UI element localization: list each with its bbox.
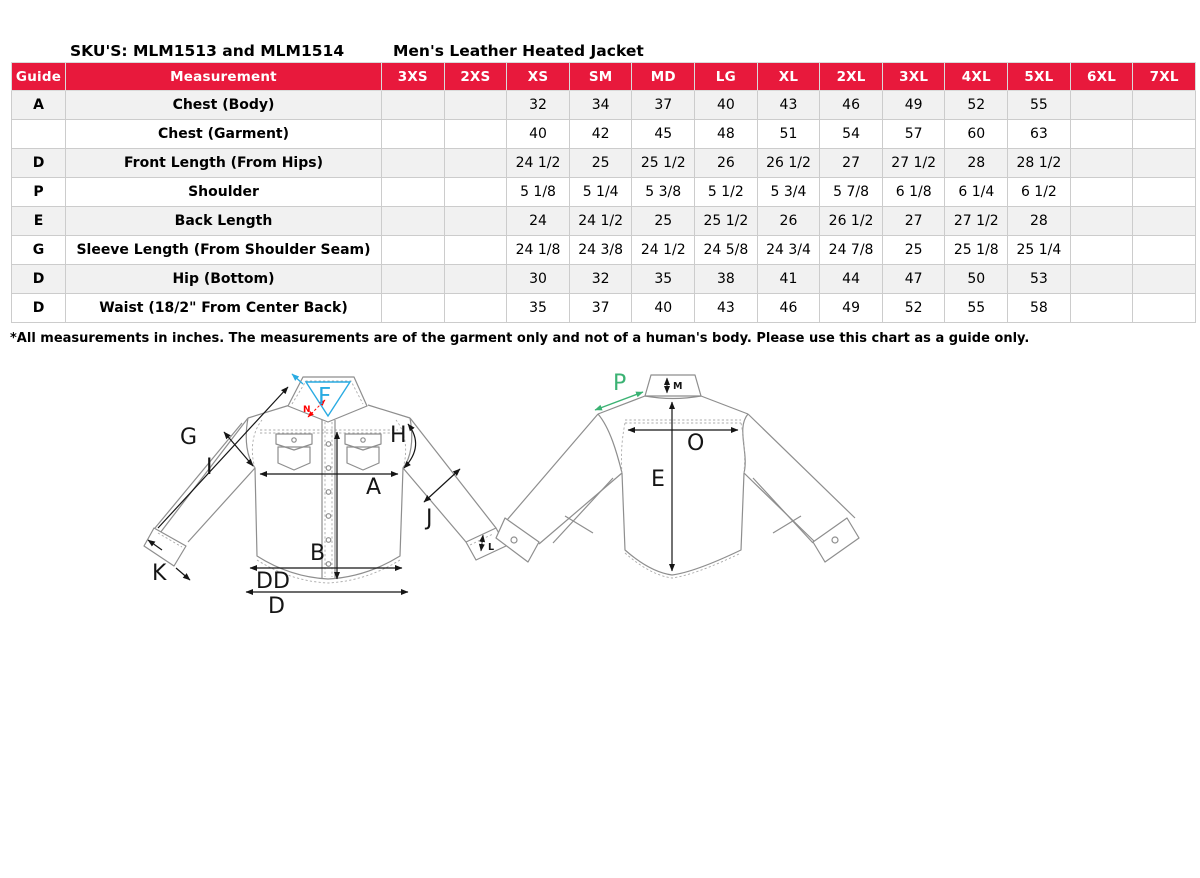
value-cell: 5 7/8	[820, 178, 883, 207]
value-cell	[1133, 236, 1196, 265]
value-cell: 52	[882, 294, 945, 323]
front-label-dd: DD	[256, 569, 290, 594]
value-cell	[1133, 91, 1196, 120]
front-label-d: D	[268, 594, 285, 619]
value-cell: 6 1/2	[1008, 178, 1071, 207]
value-cell: 25 1/4	[1008, 236, 1071, 265]
value-cell	[1133, 120, 1196, 149]
value-cell	[1133, 294, 1196, 323]
front-label-k: K	[152, 561, 167, 586]
value-cell: 58	[1008, 294, 1071, 323]
value-cell: 6 1/4	[945, 178, 1008, 207]
measurement-cell: Chest (Garment)	[66, 120, 382, 149]
measurement-cell: Back Length	[66, 207, 382, 236]
value-cell: 43	[695, 294, 758, 323]
value-cell: 25 1/2	[632, 149, 695, 178]
value-cell: 57	[882, 120, 945, 149]
column-header: 3XL	[882, 63, 945, 91]
value-cell	[1133, 207, 1196, 236]
header-row	[12, 63, 1196, 91]
table-row	[12, 120, 1196, 149]
value-cell: 25	[882, 236, 945, 265]
guide-cell: P	[12, 178, 66, 207]
value-cell: 26	[695, 149, 758, 178]
value-cell: 42	[569, 120, 632, 149]
column-header: 2XL	[820, 63, 883, 91]
value-cell: 24 1/8	[507, 236, 570, 265]
value-cell: 32	[507, 91, 570, 120]
table-row	[12, 178, 1196, 207]
value-cell: 30	[507, 265, 570, 294]
value-cell	[1070, 120, 1133, 149]
column-header: Measurement	[66, 63, 382, 91]
value-cell: 24 1/2	[632, 236, 695, 265]
measurement-cell: Front Length (From Hips)	[66, 149, 382, 178]
value-cell: 25 1/2	[695, 207, 758, 236]
table-row	[12, 91, 1196, 120]
value-cell	[382, 149, 445, 178]
value-cell: 27 1/2	[945, 207, 1008, 236]
back-label-m: M	[673, 381, 683, 392]
value-cell: 24 1/2	[569, 207, 632, 236]
value-cell: 35	[507, 294, 570, 323]
value-cell: 44	[820, 265, 883, 294]
value-cell	[382, 265, 445, 294]
value-cell: 27	[820, 149, 883, 178]
value-cell: 35	[632, 265, 695, 294]
value-cell: 46	[757, 294, 820, 323]
value-cell	[444, 178, 507, 207]
guide-cell: G	[12, 236, 66, 265]
size-table-body	[12, 91, 1196, 323]
table-row	[12, 294, 1196, 323]
product-title: Men's Leather Heated Jacket	[393, 42, 644, 60]
front-label-i: I	[206, 455, 213, 480]
value-cell: 27	[882, 207, 945, 236]
value-cell: 60	[945, 120, 1008, 149]
value-cell: 26	[757, 207, 820, 236]
value-cell	[1070, 265, 1133, 294]
back-jacket-outline	[496, 375, 859, 578]
value-cell	[444, 236, 507, 265]
value-cell: 34	[569, 91, 632, 120]
value-cell: 41	[757, 265, 820, 294]
value-cell: 27 1/2	[882, 149, 945, 178]
guide-cell: D	[12, 265, 66, 294]
value-cell	[382, 236, 445, 265]
table-row	[12, 236, 1196, 265]
value-cell	[1070, 178, 1133, 207]
value-cell	[1133, 178, 1196, 207]
table-note: *All measurements in inches. The measurements are of the garment only and not of a human's body. Please use this chart as a guide only.	[10, 331, 1030, 346]
value-cell: 40	[695, 91, 758, 120]
value-cell: 28 1/2	[1008, 149, 1071, 178]
size-table	[11, 62, 1196, 323]
value-cell: 49	[820, 294, 883, 323]
value-cell	[1070, 91, 1133, 120]
front-label-l: L	[488, 542, 495, 553]
value-cell	[382, 178, 445, 207]
value-cell	[444, 294, 507, 323]
back-label-o: O	[687, 431, 705, 456]
value-cell	[382, 120, 445, 149]
measurement-cell: Sleeve Length (From Shoulder Seam)	[66, 236, 382, 265]
guide-cell: D	[12, 294, 66, 323]
front-label-j: J	[426, 506, 433, 531]
guide-cell: A	[12, 91, 66, 120]
column-header: 4XL	[945, 63, 1008, 91]
value-cell: 46	[820, 91, 883, 120]
value-cell	[444, 207, 507, 236]
value-cell: 25	[632, 207, 695, 236]
value-cell: 24 1/2	[507, 149, 570, 178]
measurement-cell: Hip (Bottom)	[66, 265, 382, 294]
value-cell	[1070, 236, 1133, 265]
value-cell: 5 1/2	[695, 178, 758, 207]
value-cell: 38	[695, 265, 758, 294]
front-label-g: G	[180, 425, 198, 450]
value-cell	[1070, 207, 1133, 236]
value-cell: 5 1/4	[569, 178, 632, 207]
value-cell	[382, 207, 445, 236]
column-header: XS	[507, 63, 570, 91]
column-header: Guide	[12, 63, 66, 91]
value-cell	[1133, 265, 1196, 294]
value-cell: 24	[507, 207, 570, 236]
value-cell: 37	[569, 294, 632, 323]
table-row	[12, 265, 1196, 294]
value-cell: 5 3/4	[757, 178, 820, 207]
value-cell: 55	[945, 294, 1008, 323]
value-cell	[444, 120, 507, 149]
value-cell: 40	[632, 294, 695, 323]
measurement-cell: Shoulder	[66, 178, 382, 207]
value-cell: 53	[1008, 265, 1071, 294]
back-label-p: P	[613, 371, 627, 396]
value-cell: 52	[945, 91, 1008, 120]
value-cell	[444, 149, 507, 178]
table-row	[12, 149, 1196, 178]
column-header: XL	[757, 63, 820, 91]
value-cell: 45	[632, 120, 695, 149]
front-label-b: B	[310, 541, 326, 566]
guide-cell	[12, 120, 66, 149]
table-row	[12, 207, 1196, 236]
value-cell	[382, 294, 445, 323]
value-cell: 37	[632, 91, 695, 120]
value-cell: 5 1/8	[507, 178, 570, 207]
value-cell: 49	[882, 91, 945, 120]
value-cell: 28	[945, 149, 1008, 178]
value-cell: 48	[695, 120, 758, 149]
guide-cell: D	[12, 149, 66, 178]
value-cell: 5 3/8	[632, 178, 695, 207]
value-cell: 43	[757, 91, 820, 120]
front-view-diagram	[140, 370, 500, 620]
measurement-cell: Waist (18/2" From Center Back)	[66, 294, 382, 323]
column-header: 7XL	[1133, 63, 1196, 91]
value-cell	[1070, 294, 1133, 323]
column-header: MD	[632, 63, 695, 91]
value-cell: 51	[757, 120, 820, 149]
value-cell: 26 1/2	[757, 149, 820, 178]
back-label-e: E	[651, 467, 665, 492]
value-cell: 25 1/8	[945, 236, 1008, 265]
value-cell: 24 5/8	[695, 236, 758, 265]
value-cell: 25	[569, 149, 632, 178]
back-view-diagram	[495, 368, 875, 653]
value-cell: 6 1/8	[882, 178, 945, 207]
column-header: 6XL	[1070, 63, 1133, 91]
value-cell: 63	[1008, 120, 1071, 149]
measurement-cell: Chest (Body)	[66, 91, 382, 120]
value-cell: 47	[882, 265, 945, 294]
value-cell: 55	[1008, 91, 1071, 120]
column-header: 5XL	[1008, 63, 1071, 91]
value-cell: 24 3/4	[757, 236, 820, 265]
column-header: LG	[695, 63, 758, 91]
column-header: 3XS	[382, 63, 445, 91]
column-header: SM	[569, 63, 632, 91]
guide-cell: E	[12, 207, 66, 236]
value-cell: 24 7/8	[820, 236, 883, 265]
value-cell	[444, 265, 507, 294]
value-cell	[382, 91, 445, 120]
value-cell: 28	[1008, 207, 1071, 236]
front-label-f: F	[318, 384, 332, 410]
value-cell: 50	[945, 265, 1008, 294]
value-cell: 24 3/8	[569, 236, 632, 265]
front-label-n: N	[303, 405, 311, 415]
value-cell: 32	[569, 265, 632, 294]
value-cell: 26 1/2	[820, 207, 883, 236]
sku-title: SKU'S: MLM1513 and MLM1514	[70, 42, 345, 60]
value-cell	[444, 91, 507, 120]
front-label-a: A	[366, 475, 382, 500]
value-cell	[1133, 149, 1196, 178]
front-label-h: H	[390, 423, 407, 448]
column-header: 2XS	[444, 63, 507, 91]
value-cell: 54	[820, 120, 883, 149]
value-cell: 40	[507, 120, 570, 149]
value-cell	[1070, 149, 1133, 178]
